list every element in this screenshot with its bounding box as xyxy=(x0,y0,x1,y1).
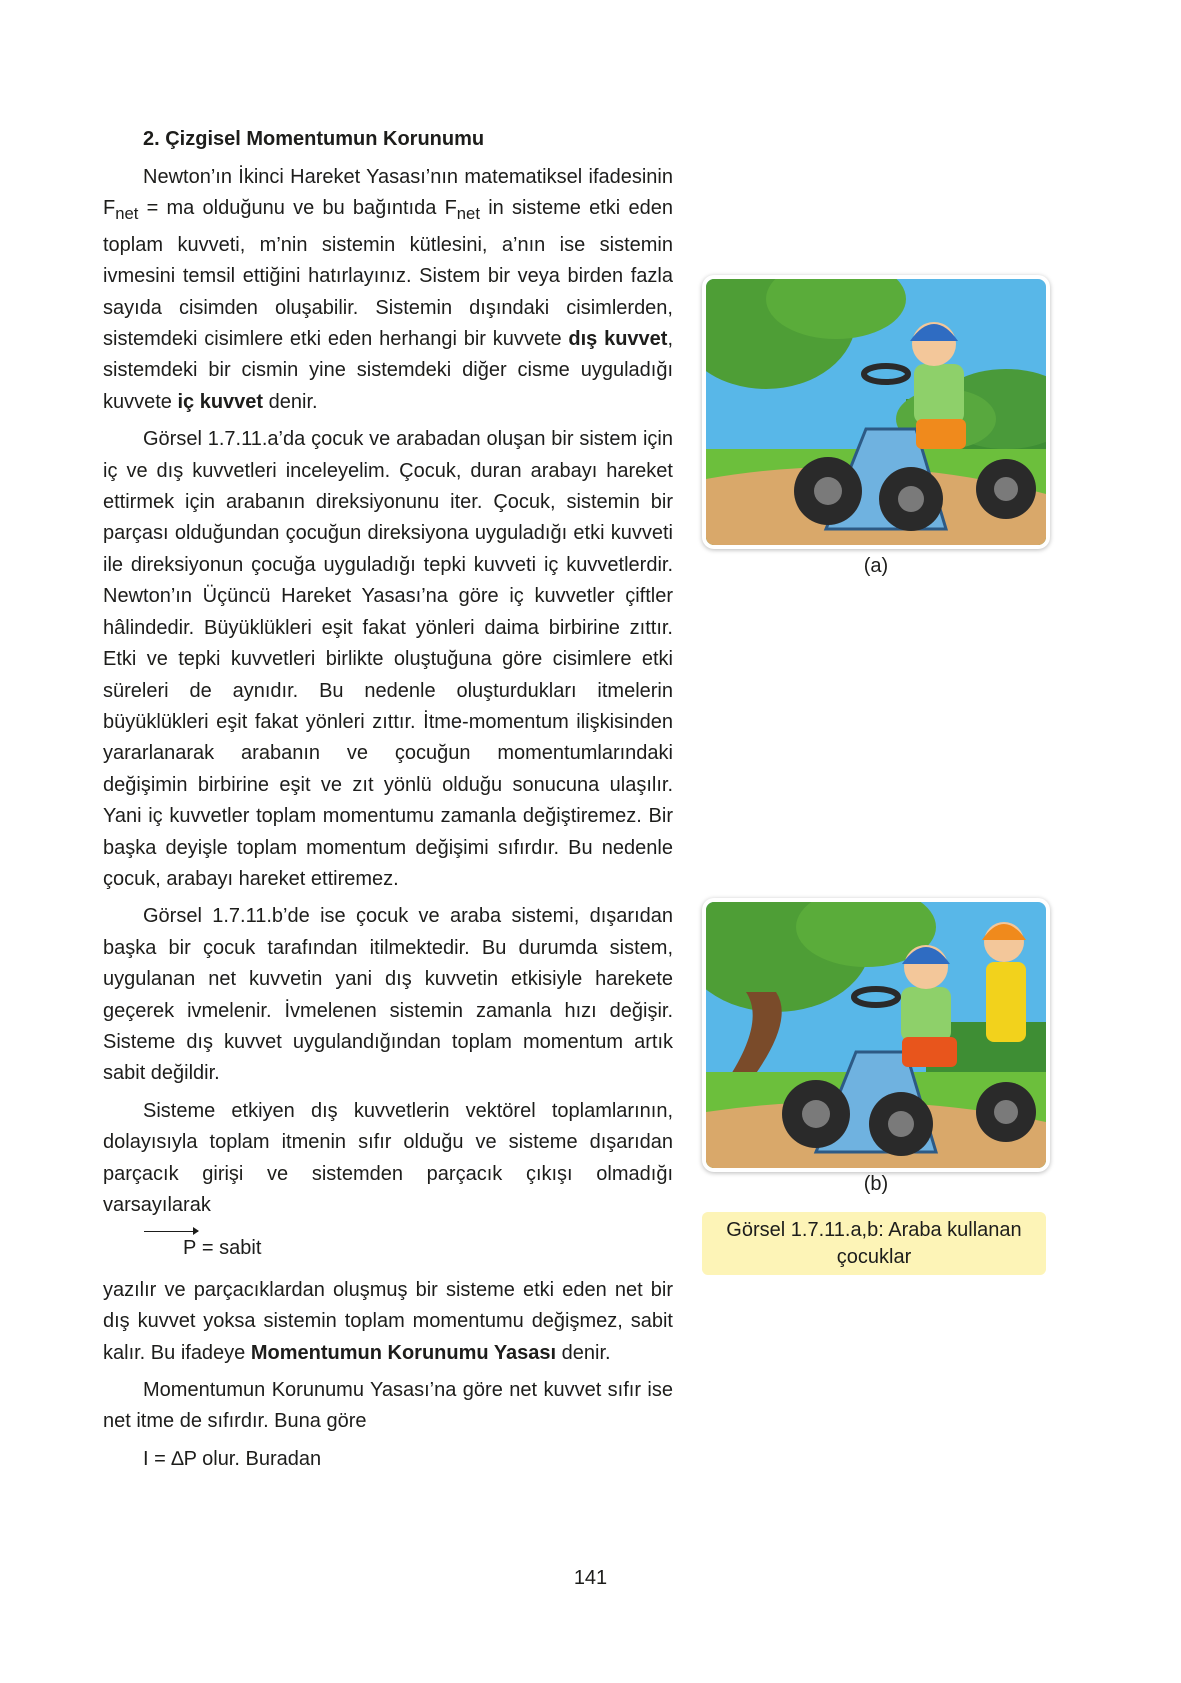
figure-a-kart-child xyxy=(706,279,1046,545)
p1-text-2: = ma olduğunu ve bu bağıntıda F xyxy=(138,197,457,220)
formula-impulse: I = ∆P olur. Buradan xyxy=(143,1447,322,1470)
p1-text-1: Newton’ın İkinci Hareket Yasası’nın matematiksel ifadesinin F xyxy=(103,166,673,220)
formula-rest: = sabit xyxy=(196,1237,262,1260)
kart-illustration-a xyxy=(706,279,1046,545)
vector-p: P xyxy=(143,1233,196,1264)
term-dis-kuvvet: dış kuvvet xyxy=(568,328,668,351)
figure-a-label: (a) xyxy=(863,555,889,577)
page-number: 141 xyxy=(573,1567,608,1589)
p1-text-5: denir. xyxy=(263,390,318,413)
formula-p-sabit xyxy=(103,1233,673,1264)
paragraph-3: Görsel 1.7.11.b’de ise çocuk ve araba sistemi, dışarıdan başka bir çocuk tarafından itilmektedir. Bu durumda sistem, uygulanan net kuvvetin yani dış kuvvetin etkisiyle harekete geçerek ivmelenir. İvmelenen sistemin zamanla hızı değişir. Sisteme dış kuvvet uygulandığından toplam momentum artık sabit değildir. xyxy=(103,905,673,1085)
term-ic-kuvvet: iç kuvvet xyxy=(177,390,264,413)
figure-b-kart-children xyxy=(706,902,1046,1168)
figure-b-label: (b) xyxy=(863,1173,889,1195)
fnet-subscript: net xyxy=(456,204,480,224)
body-text xyxy=(103,162,673,1481)
paragraph-5 xyxy=(103,1275,673,1369)
caption-line-1: Görsel 1.7.11.a,b: Araba kullanan xyxy=(726,1219,1022,1241)
fnet-subscript: net xyxy=(115,204,139,224)
p1-text-3: in sisteme etki eden toplam kuvveti, m’nin sistemin kütlesini, a’nın ise sistemin ivmesini temsil ettiğini hatırlayınız. Sistem bir veya birden fazla sayıda cisimden oluşabilir. Sistemin dışındaki cisimlerden, sistemdeki cisimlere etki eden herhangi bir kuvvete xyxy=(103,197,673,351)
kart-illustration-b xyxy=(706,902,1046,1168)
caption-line-2: çocuklar xyxy=(836,1246,912,1268)
p5-text-1: yazılır ve parçacıklardan oluşmuş bir sisteme etki eden net bir dış kuvvet yoksa sistemin toplam momentumu değişmez, sabit kalır. Bu ifadeye xyxy=(103,1278,673,1364)
figure-caption xyxy=(702,1212,1046,1275)
paragraph-4: Sisteme etkiyen dış kuvvetlerin vektörel toplamlarının, dolayısıyla toplam itmenin sıfır olduğu ve sisteme dışarıdan parçacık girişi ve sistemden parçacık çıkışı olmadığı varsayılarak xyxy=(103,1099,673,1216)
paragraph-2: Görsel 1.7.11.a’da çocuk ve arabadan oluşan bir sistem için iç ve dış kuvvetleri inceleyelim. Çocuk, duran arabayı hareket ettirmek için arabanın direksiyonunu iter. Çocuk, sistemin bir parçası olduğundan çocuğun direksiyona uyguladığı etki kuvveti ile direksiyonun çocuğa uyguladığı tepki kuvveti iç kuvvetlerdir. Newton’ın Üçüncü Hareket Yasası’na göre iç kuvvetler çiftler hâlindedir. Büyüklükleri eşit fakat yönleri daima birbirine zıttır. Etki ve tepki kuvvetleri birlikte oluştuğuna göre cisimlere etki süreleri de aynıdır. Bu nedenle oluşturdukları itmelerin büyüklükleri eşit fakat yönleri zıttır. İtme-momentum ilişkisinden yararlanarak arabanın ve çocuğun momentumlarındaki değişimin birbirine eşit ve zıt yönlü olduğu sonucuna ulaşılır. Yani iç kuvvetler toplam momentumu zamanla değiştiremez. Bir başka deyişle toplam momentum değişimi sıfırdır. Bu nedenle çocuk, arabayı hareket ettiremez. xyxy=(103,428,673,890)
section-heading: 2. Çizgisel Momentumun Korunumu xyxy=(143,128,485,150)
paragraph-1 xyxy=(103,162,673,418)
paragraph-6: Momentumun Korunumu Yasası’na göre net kuvvet sıfır ise net itme de sıfırdır. Buna göre xyxy=(103,1379,673,1433)
p5-text-2: denir. xyxy=(556,1341,611,1364)
p1-text-4: , sistemdeki bir cismin yine sistemdeki diğer cisme uyguladığı kuvvete xyxy=(103,328,674,413)
term-momentum-law: Momentumun Korunumu Yasası xyxy=(250,1341,557,1364)
